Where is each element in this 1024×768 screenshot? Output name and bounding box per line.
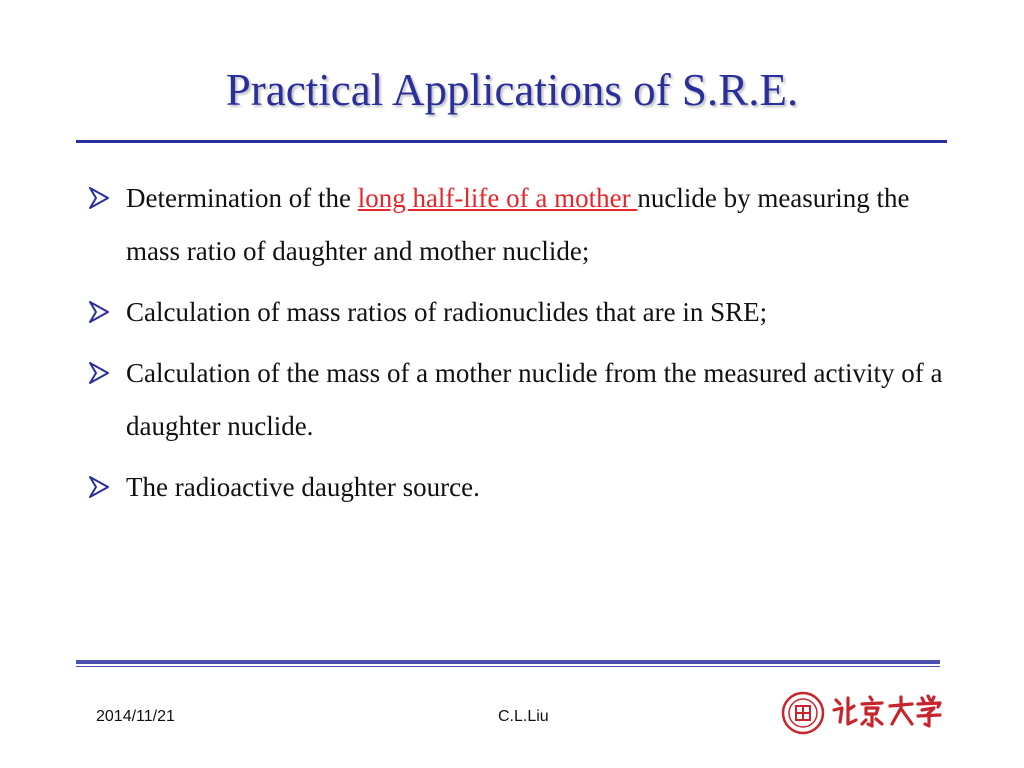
bullet-text: Determination of the [126,183,358,213]
arrow-bullet-icon [88,475,110,499]
bullet-item [88,347,958,453]
bullet-item [88,461,958,514]
arrow-bullet-icon [88,361,110,385]
bullet-text: Calculation of mass ratios of radionuclides that are in SRE; [126,297,768,327]
highlighted-term: long half-life of a mother [357,183,638,213]
bullet-item [88,286,958,339]
slide-title: Practical Applications of S.R.E. [225,65,799,115]
bullet-item [88,172,958,278]
bullet-text: The radioactive daughter source. [126,472,480,502]
bullet-list [88,172,958,522]
footer-date: 2014/11/21 [96,708,175,725]
bullet-text-continued: nuclide by measuring the mass ratio of daughter and mother nuclide; [126,183,910,266]
footer-author: C.L.Liu [498,708,549,725]
university-seal-icon [781,691,825,735]
university-name-logo [830,692,942,732]
arrow-bullet-icon [88,186,110,210]
footer-divider [76,660,940,667]
title-divider [76,140,947,143]
arrow-bullet-icon [88,300,110,324]
bullet-text: Calculation of the mass of a mother nuclide from the measured activity of a daughter nuclide. [126,358,943,441]
